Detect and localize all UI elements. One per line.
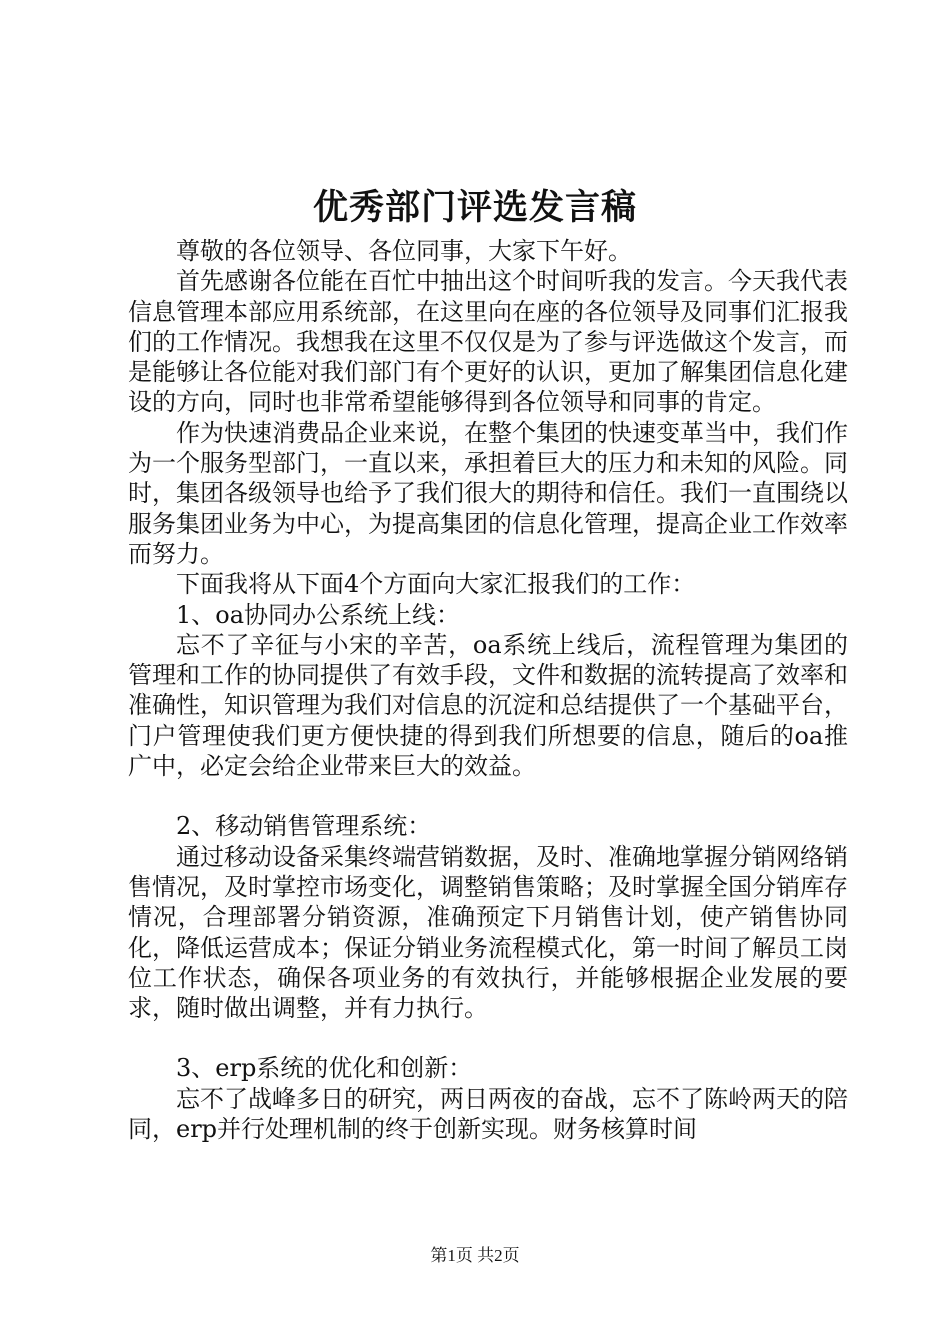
paragraph-oa: 忘不了辛征与小宋的辛苦，oa系统上线后，流程管理为集团的管理和工作的协同提供了有效手段，文件和数据的流转提高了效率和准确性，知识管理为我们对信息的沉淀和总结提供了一个基础平台，门户管理使我们更方便快捷的得到我们所想要的信息，随后的oa推广中，必定会给企业带来巨大的效益。 (128, 630, 848, 781)
document-body (128, 236, 848, 1144)
section-heading-oa: 1、oa协同办公系统上线： (176, 600, 461, 629)
paragraph-spacer (128, 781, 848, 811)
paragraph-mobile-sales: 通过移动设备采集终端营销数据，及时、准确地掌握分销网络销售情况，及时掌控市场变化，调整销售策略；及时掌握全国分销库存情况，合理部署分销资源，准确预定下月销售计划，使产销售协同化，降低运营成本；保证分销业务流程模式化，第一时间了解员工岗位工作状态，确保各项业务的有效执行，并能够根据企业发展的要求，随时做出调整，并有力执行。 (128, 842, 848, 1023)
page-footer: 第1页 共2页 (430, 1246, 520, 1265)
paragraph-greeting: 尊敬的各位领导、各位同事，大家下午好。 (176, 237, 632, 265)
document-title: 优秀部门评选发言稿 (312, 187, 637, 228)
section-heading-mobile-sales: 2、移动销售管理系统： (176, 812, 432, 841)
paragraph-overview: 下面我将从下面4个方面向大家汇报我们的工作： (176, 570, 696, 599)
paragraph-erp: 忘不了战峰多日的研究，两日两夜的奋战，忘不了陈岭两天的陪同，erp并行处理机制的终于创新实现。财务核算时间 (128, 1084, 848, 1144)
paragraph-department-role: 作为快速消费品企业来说，在整个集团的快速变革当中，我们作为一个服务型部门，一直以来，承担着巨大的压力和未知的风险。同时，集团各级领导也给予了我们很大的期待和信任。我们一直围绕以服务集团业务为中心，为提高集团的信息化管理，提高企业工作效率而努力。 (128, 418, 848, 568)
paragraph-spacer (128, 1023, 848, 1053)
section-heading-erp: 3、erp系统的优化和创新： (176, 1054, 473, 1083)
paragraph-introduction: 首先感谢各位能在百忙中抽出这个时间听我的发言。今天我代表信息管理本部应用系统部，在这里向在座的各位领导及同事们汇报我们的工作情况。我想我在这里不仅仅是为了参与评选做这个发言，而是能够让各位能对我们部门有个更好的认识，更加了解集团信息化建设的方向，同时也非常希望能够得到各位领导和同事的肯定。 (128, 267, 848, 417)
